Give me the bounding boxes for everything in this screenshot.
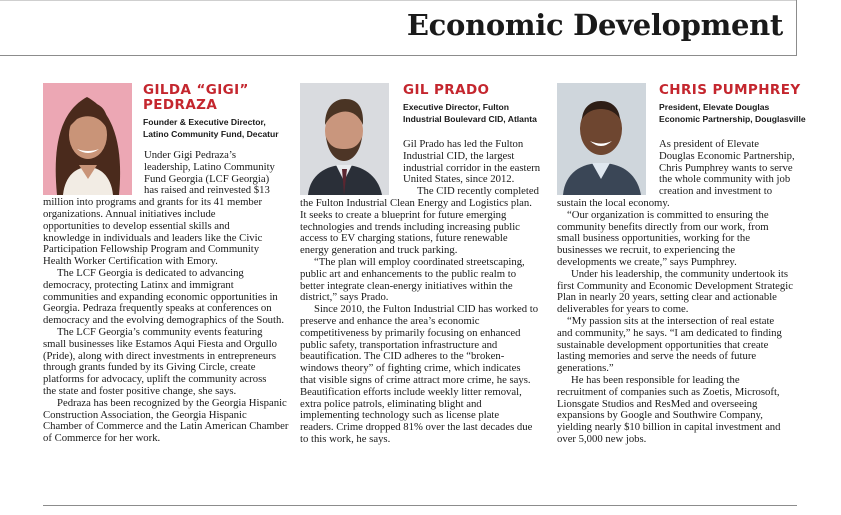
person-title xyxy=(403,101,540,125)
body-line: competitiveness by primarily focusing on enhanced xyxy=(300,326,521,339)
body-line: Lionsgate Studios and ResMed and overseeing xyxy=(557,397,758,410)
body-line: “The plan will employ coordinated streetscaping, xyxy=(314,255,525,268)
body-line: access to EV charging stations, future renewable xyxy=(300,232,508,245)
body-line: Plan in nearly 20 years, setting clear and actionable xyxy=(557,291,777,304)
person-title xyxy=(659,101,806,125)
profile-body-pumphrey xyxy=(557,139,800,446)
profile-body-pedraza xyxy=(43,149,289,445)
person-name xyxy=(143,83,283,113)
body-line: small businesses like Estamos Aqui Fiesta and Orgullo xyxy=(43,337,278,350)
body-line: Under Gigi Pedraza’s xyxy=(144,149,237,161)
body-line: platforms for advocacy, uplift the community across xyxy=(43,373,267,386)
body-line: through grants funded by its Giving Circle, create xyxy=(43,361,256,374)
body-line: “My passion sits at the intersection of real estate xyxy=(567,314,775,327)
title-line: Industrial Boulevard CID, Atlanta xyxy=(403,114,537,124)
body-line: lasting memories and serve the needs of future xyxy=(557,350,757,363)
body-line: public art and enhancements to the public realm to xyxy=(300,267,517,280)
body-line: “Our organization is committed to ensuring the xyxy=(567,208,769,221)
body-line: Pedraza has been recognized by the Georgia Hispanic xyxy=(57,396,287,409)
name-line: GIL PRADO xyxy=(403,82,490,98)
body-line: He has been responsible for leading the xyxy=(571,373,740,386)
body-line: extra police patrols, eliminating blight and xyxy=(300,397,482,410)
body-line: expansions by Google and Southwire Company, xyxy=(557,409,763,422)
body-line: sustainable development opportunities that create xyxy=(557,338,769,351)
body-line: Industrial CID, the largest xyxy=(403,149,515,162)
body-line: The LCF Georgia is dedicated to advancing xyxy=(57,266,244,279)
body-line: windows theory” of fighting crime, which indicates xyxy=(300,362,521,375)
name-line: CHRIS PUMPHREY xyxy=(659,82,801,98)
body-line: preserve and enhance the area’s economic xyxy=(300,314,480,327)
body-line: opportunities to develop essential skills and xyxy=(43,219,230,232)
body-line: beautification. The CID adheres to the “broken- xyxy=(300,350,505,363)
body-line: over 5,000 new jobs. xyxy=(557,432,647,445)
body-line: Health Worker Certification with Emory. xyxy=(43,255,218,268)
body-line: (Pride), along with direct investments in entrepreneurs xyxy=(43,349,276,362)
body-line: public safety, transportation infrastructure and xyxy=(300,338,498,351)
body-line: businesses we recruit, to experiencing the xyxy=(557,244,736,257)
body-line: democracy and the evolving demographics of the South. xyxy=(43,314,284,327)
body-line: Beautification efforts include weekly litter removal, xyxy=(300,385,522,398)
body-line: Since 2010, the Fulton Industrial CID has worked to xyxy=(314,303,539,316)
body-line: Chris Pumphrey wants to serve xyxy=(659,161,793,174)
body-line: The LCF Georgia’s community events featuring xyxy=(57,325,263,338)
body-line: The CID recently completed xyxy=(417,185,539,198)
body-line: energy generation and truck parking. xyxy=(300,244,458,257)
body-line: that visible signs of crime attract more crime, he says. xyxy=(300,373,531,386)
person-name xyxy=(403,83,540,98)
body-line: generations.” xyxy=(557,362,614,375)
body-line: first Community and Economic Development Strategic xyxy=(557,279,793,292)
header-top-rule xyxy=(0,0,796,1)
title-line: Executive Director, Fulton xyxy=(403,102,510,112)
header-right-rule xyxy=(796,0,797,56)
body-line: United States, since 2012. xyxy=(403,173,515,186)
profile-body-prado xyxy=(300,139,540,446)
body-line: has raised and reinvested $13 xyxy=(144,184,270,197)
profile-meta-pedraza xyxy=(143,83,283,140)
body-line: better integrate clean-energy initiatives within the xyxy=(300,279,513,292)
body-line: readers. Crime dropped 81% over the last decades due xyxy=(300,421,533,434)
body-line: Georgia. Pedraza frequently speaks at conferences on xyxy=(43,302,272,315)
body-line: Under his leadership, the community undertook its xyxy=(571,267,788,280)
title-line: Latino Community Fund, Decatur xyxy=(143,129,279,139)
body-line: recruitment of companies such as Zoetis, Microsoft, xyxy=(557,385,780,398)
body-line: industrial corridor in the eastern xyxy=(403,161,541,174)
body-line: the Fulton Industrial Clean Energy and Logistics plan. xyxy=(300,196,532,209)
body-line: It seeks to create a blueprint for future emerging xyxy=(300,208,507,221)
body-line: Participation Fellowship Program and Community xyxy=(43,243,260,256)
body-line: implementing technology such as license plate xyxy=(300,409,500,422)
name-line: GILDA “GIGI” xyxy=(143,82,249,98)
body-line: As president of Elevate xyxy=(659,138,760,150)
body-line: developments we create,” says Pumphrey. xyxy=(557,255,737,268)
body-line: democracy, protecting Latinx and immigrant xyxy=(43,278,234,291)
body-line: and community,” he says. “I am dedicated to finding xyxy=(557,326,782,339)
name-line: PEDRAZA xyxy=(143,97,218,113)
person-title xyxy=(143,116,283,140)
section-title: Economic Development xyxy=(406,8,783,42)
person-name xyxy=(659,83,800,98)
body-line: Douglas Economic Partnership, xyxy=(659,149,795,162)
body-line: communities and expanding economic opportunities in xyxy=(43,290,278,303)
body-line: organizations. Annual initiatives include xyxy=(43,207,216,220)
body-line: million into programs and grants for its 41 member xyxy=(43,196,263,209)
body-line: yielding nearly $10 billion in capital investment and xyxy=(557,421,781,434)
body-line: small business opportunities, working for the xyxy=(557,232,750,245)
bottom-rule xyxy=(43,505,797,506)
body-line: Gil Prado has led the Fulton xyxy=(403,138,524,150)
body-line: knowledge in individuals and leaders like the Civic xyxy=(43,231,263,244)
body-line: sustain the local economy. xyxy=(557,196,670,209)
body-line: technologies and trends including increasing public xyxy=(300,220,520,233)
body-line: community benefits directly from our work, from xyxy=(557,220,769,233)
body-line: of Commerce for her work. xyxy=(43,432,161,445)
body-line: Chamber of Commerce and the Latin American Chamber xyxy=(43,420,289,433)
body-line: the whole community with job xyxy=(659,173,791,186)
body-line: Fund Georgia (LCF Georgia) xyxy=(144,172,270,185)
header-bottom-rule xyxy=(0,55,797,56)
title-line: Founder & Executive Director, xyxy=(143,117,266,127)
body-line: deliverables for years to come. xyxy=(557,303,689,316)
body-line: creation and investment to xyxy=(659,185,773,198)
title-line: Economic Partnership, Douglasville xyxy=(659,114,806,124)
body-line: Construction Association, the Georgia Hispanic xyxy=(43,408,247,421)
body-line: leadership, Latino Community xyxy=(144,160,275,173)
body-line: the state and foster positive change, she says. xyxy=(43,384,237,397)
body-line: district,” says Prado. xyxy=(300,291,389,304)
title-line: President, Elevate Douglas xyxy=(659,102,770,112)
profile-meta-prado xyxy=(403,83,540,125)
profile-meta-pumphrey xyxy=(659,82,806,125)
body-line: to this work, he says. xyxy=(300,432,391,445)
